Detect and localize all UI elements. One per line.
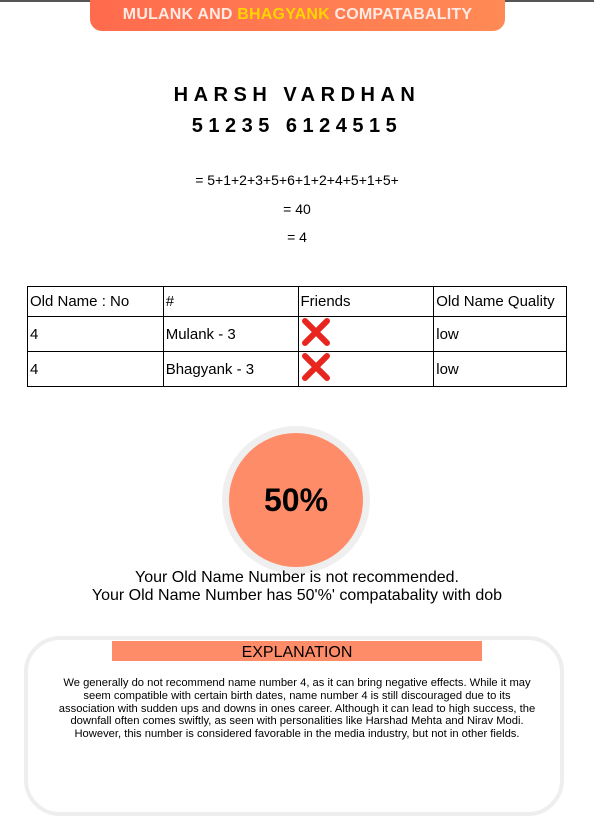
red-cross-icon — [301, 352, 331, 382]
name-number-digits: 51235 6124515 — [191, 115, 403, 137]
cell-quality: low — [434, 317, 567, 352]
compatibility-message: Your Old Name Number has 50'%' compatabality with dob — [91, 587, 503, 604]
cell-type: Bhagyank - 3 — [163, 352, 298, 387]
table-row — [28, 352, 567, 387]
table-row — [28, 317, 567, 352]
header-friends: Friends — [298, 287, 434, 317]
calc-sum: = 40 — [283, 201, 311, 217]
cell-type: Mulank - 3 — [163, 317, 298, 352]
recommendation-message: Your Old Name Number is not recommended. — [135, 569, 459, 586]
header-old-name-quality: Old Name Quality — [434, 287, 567, 317]
explanation-title: EXPLANATION — [112, 641, 482, 661]
banner-text-part3: COMPATABALITY — [329, 6, 473, 23]
banner-text-part1: MULANK AND — [122, 6, 238, 23]
cell-number: 4 — [28, 317, 164, 352]
red-cross-icon — [301, 317, 331, 347]
header-hash: # — [163, 287, 298, 317]
banner-text-highlight: BHAGYANK — [237, 6, 330, 23]
cell-friends — [298, 352, 434, 387]
score-percent: 50% — [229, 433, 363, 567]
compatibility-table — [27, 286, 567, 387]
person-name: HARSH VARDHAN — [173, 84, 421, 106]
calc-reduced: = 4 — [287, 229, 307, 245]
cell-quality: low — [434, 352, 567, 387]
table-header-row — [28, 287, 567, 317]
cell-friends — [298, 317, 434, 352]
compatibility-banner — [90, 0, 505, 31]
calc-expansion: = 5+1+2+3+5+6+1+2+4+5+1+5+ — [195, 172, 399, 188]
cell-number: 4 — [28, 352, 164, 387]
header-old-name-no: Old Name : No — [28, 287, 164, 317]
explanation-text: We generally do not recommend name number 4, as it can bring negative effects. While it may seem compatible with certain birth dates, name number 4 is still discouraged due to its association with sudden ups and downs in ones career. Although it can lead to high success, the downfall often comes swiftly, as seen with personalities like Harshad Mehta and Nirav Modi. However, this number is considered favorable in the media industry, but not in other fields. — [58, 677, 536, 741]
